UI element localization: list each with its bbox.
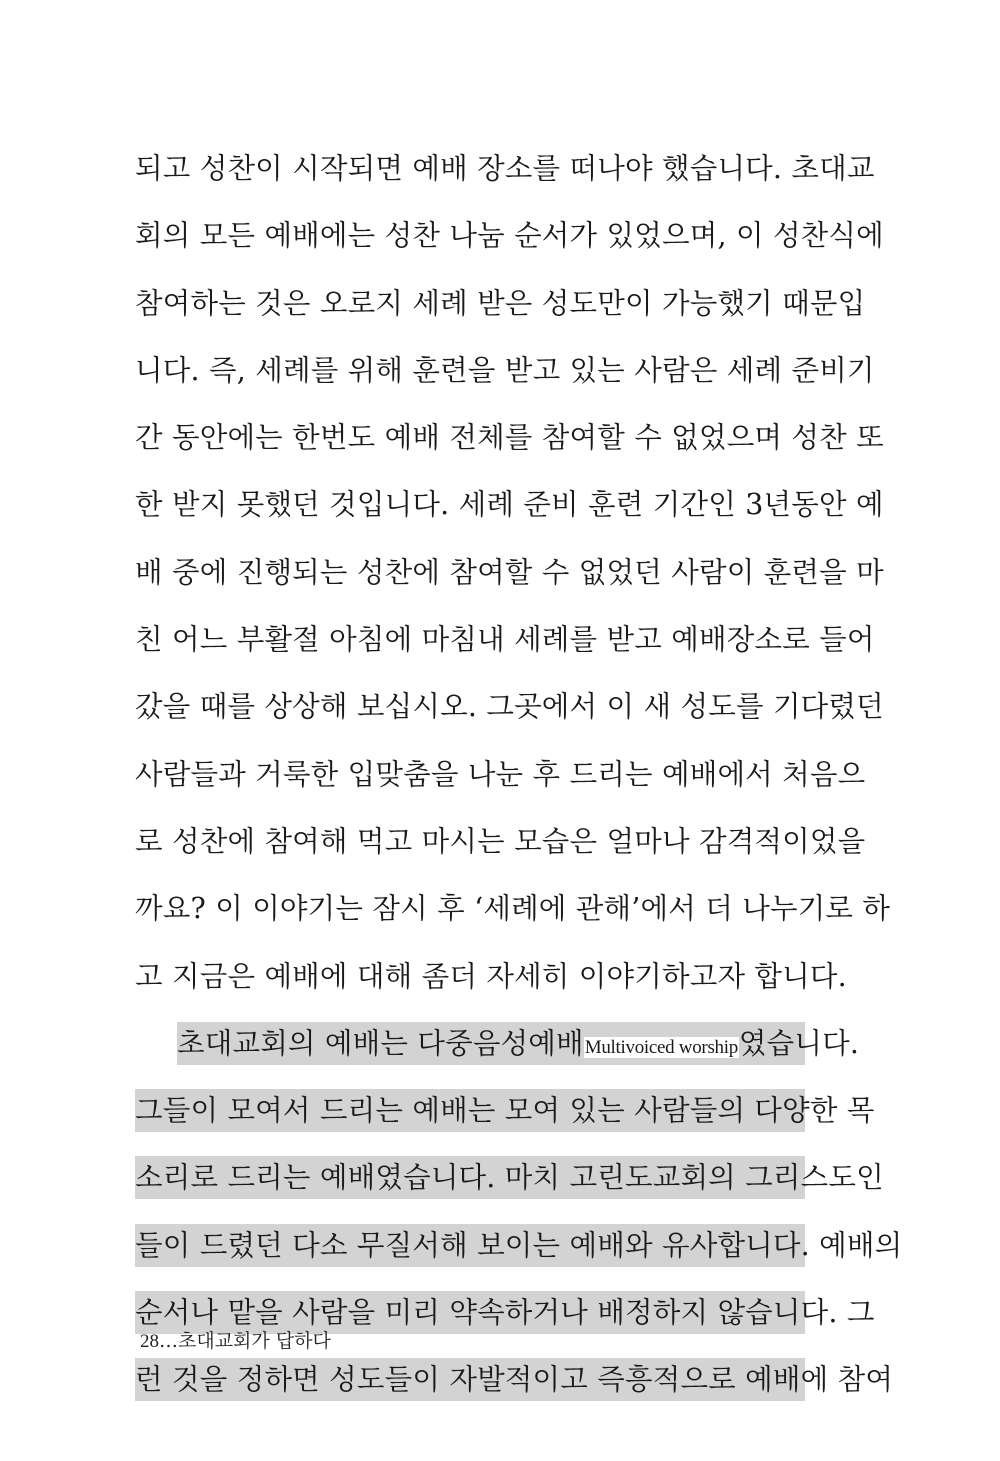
text-line: 배 중에 진행되는 성찬에 참여할 수 없었던 사람이 훈련을 마 — [135, 555, 884, 589]
text-line: 친 어느 부활절 아침에 마침내 세례를 받고 예배장소로 들어 — [135, 623, 875, 657]
paragraph-opening-suffix: 였습니다. — [738, 1026, 860, 1060]
text-line: 갔을 때를 상상해 보십시오. 그곳에서 이 새 성도를 기다렸던 — [135, 690, 884, 724]
highlighted-line: 그들이 모여서 드리는 예배는 모여 있는 사람들의 다양한 목 — [135, 1089, 805, 1132]
page-number: 28 — [140, 1331, 159, 1352]
body-text — [135, 147, 903, 1426]
text-line: 까요? 이 이야기는 잠시 후 ‘세례에 관해’에서 더 나누기로 하 — [135, 892, 891, 926]
text-line: 고 지금은 예배에 대해 좀더 자세히 이야기하고자 합니다. — [135, 959, 847, 993]
highlighted-line: 런 것을 정하면 성도들이 자발적이고 즉흥적으로 예배에 참여 — [135, 1358, 805, 1401]
text-line: 회의 모든 예배에는 성찬 나눔 순서가 있었으며, 이 성찬식에 — [135, 219, 884, 253]
text-line: 간 동안에는 한번도 예배 전체를 참여할 수 없었으며 성찬 또 — [135, 421, 884, 455]
highlighted-line: 소리로 드리는 예배였습니다. 마치 고린도교회의 그리스도인 — [135, 1156, 805, 1199]
text-line: 되고 성찬이 시작되면 예배 장소를 떠나야 했습니다. 초대교 — [135, 152, 875, 185]
english-gloss: Multivoiced worship — [584, 1036, 738, 1058]
running-title: 초대교회가 답하다 — [178, 1330, 331, 1352]
highlighted-line — [177, 1022, 860, 1065]
text-line: 한 받지 못했던 것입니다. 세례 준비 훈련 기간인 3년동안 예 — [135, 488, 884, 522]
highlighted-line: 순서나 맡을 사람을 미리 약속하거나 배정하지 않습니다. 그 — [135, 1291, 805, 1334]
text-line: 사람들과 거룩한 입맞춤을 나눈 후 드리는 예배에서 처음으 — [135, 757, 866, 791]
highlighted-line: 들이 드렸던 다소 무질서해 보이는 예배와 유사합니다. 예배의 — [135, 1224, 805, 1267]
text-line: 로 성찬에 참여해 먹고 마시는 모습은 얼마나 감격적이었을 — [135, 824, 866, 858]
text-line: 참여하는 것은 오로지 세례 받은 성도만이 가능했기 때문입 — [135, 286, 866, 320]
page-footer — [140, 1326, 331, 1353]
footer-separator: … — [159, 1330, 178, 1352]
text-line: 니다. 즉, 세례를 위해 훈련을 받고 있는 사람은 세례 준비기 — [135, 353, 875, 387]
paragraph-opening-text: 초대교회의 예배는 다중음성예배 — [177, 1026, 584, 1060]
